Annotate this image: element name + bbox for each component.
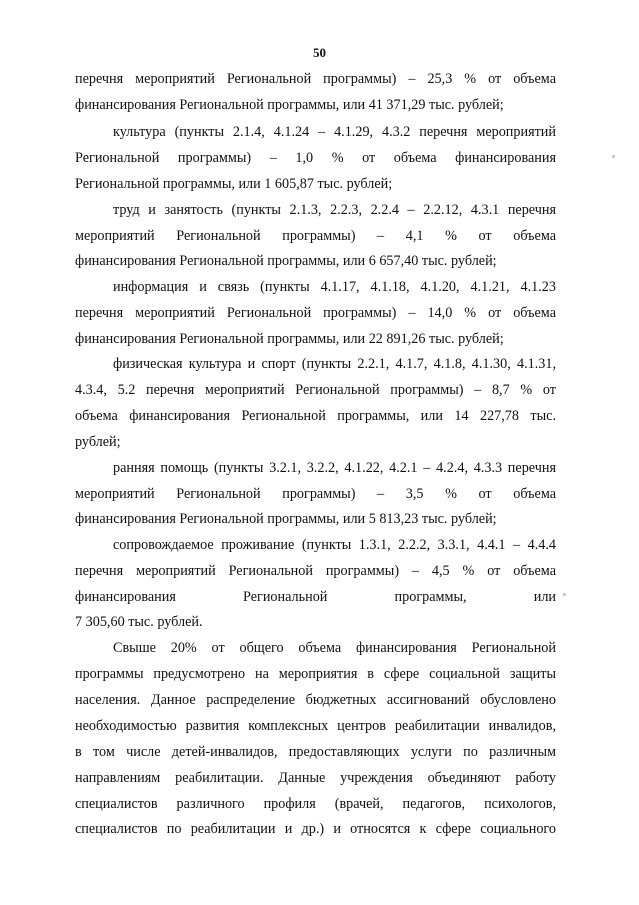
text-line: перечня мероприятий Региональной программы) – 25,3 % от объема bbox=[75, 71, 556, 87]
text-line: финансирования Региональной программы, или 41 371,29 тыс. рублей; bbox=[75, 97, 504, 113]
text-line: объема финансирования Региональной программы, или 14 227,78 тыс. bbox=[75, 408, 556, 424]
text-line: специалистов различного профиля (врачей, педагогов, психологов, bbox=[75, 796, 556, 812]
text-line: 7 305,60 тыс. рублей. bbox=[75, 614, 203, 630]
page-number: 50 bbox=[313, 45, 326, 60]
text-line: сопровождаемое проживание (пункты 1.3.1, 2.2.2, 3.3.1, 4.4.1 – 4.4.4 bbox=[113, 537, 556, 553]
text-line: Региональной программы, или 1 605,87 тыс. рублей; bbox=[75, 176, 393, 192]
text-line: специалистов по реабилитации и др.) и относятся к сфере социального bbox=[75, 821, 556, 837]
text-line: финансирования Региональной программы, или bbox=[75, 589, 556, 605]
text-line: ранняя помощь (пункты 3.2.1, 3.2.2, 4.1.22, 4.2.1 – 4.2.4, 4.3.3 перечня bbox=[113, 460, 556, 476]
text-line: информация и связь (пункты 4.1.17, 4.1.18, 4.1.20, 4.1.21, 4.1.23 bbox=[113, 279, 556, 295]
text-line: финансирования Региональной программы, или 6 657,40 тыс. рублей; bbox=[75, 253, 497, 269]
text-line: мероприятий Региональной программы) – 3,5 % от объема bbox=[75, 486, 556, 502]
text-line: в том числе детей-инвалидов, предоставляющих услуги по различным bbox=[75, 744, 556, 760]
text-line: перечня мероприятий Региональной программы) – 14,0 % от объема bbox=[75, 305, 556, 321]
text-line: населения. Данное распределение бюджетных ассигнований обусловлено bbox=[75, 692, 556, 708]
text-line: Свыше 20% от общего объема финансирования Региональной bbox=[113, 640, 556, 656]
scan-dot bbox=[563, 593, 566, 596]
text-line: мероприятий Региональной программы) – 4,1 % от объема bbox=[75, 228, 556, 244]
scan-dot bbox=[612, 155, 615, 158]
text-line: финансирования Региональной программы, или 22 891,26 тыс. рублей; bbox=[75, 331, 504, 347]
text-line: культура (пункты 2.1.4, 4.1.24 – 4.1.29, 4.3.2 перечня мероприятий bbox=[113, 124, 556, 140]
text-line: Региональной программы) – 1,0 % от объема финансирования bbox=[75, 150, 556, 166]
text-line: необходимостью развития комплексных центров реабилитации инвалидов, bbox=[75, 718, 556, 734]
text-line: финансирования Региональной программы, или 5 813,23 тыс. рублей; bbox=[75, 511, 497, 527]
text-line: 4.3.4, 5.2 перечня мероприятий Региональной программы) – 8,7 % от bbox=[75, 382, 556, 398]
text-line: программы предусмотрено на мероприятия в сфере социальной защиты bbox=[75, 666, 556, 682]
text-line: направлениям реабилитации. Данные учреждения объединяют работу bbox=[75, 770, 556, 786]
text-line: физическая культура и спорт (пункты 2.2.1, 4.1.7, 4.1.8, 4.1.30, 4.1.31, bbox=[113, 356, 556, 372]
text-line: труд и занятость (пункты 2.1.3, 2.2.3, 2.2.4 – 2.2.12, 4.3.1 перечня bbox=[113, 202, 556, 218]
text-line: рублей; bbox=[75, 434, 121, 450]
text-line: перечня мероприятий Региональной программы) – 4,5 % от объема bbox=[75, 563, 556, 579]
